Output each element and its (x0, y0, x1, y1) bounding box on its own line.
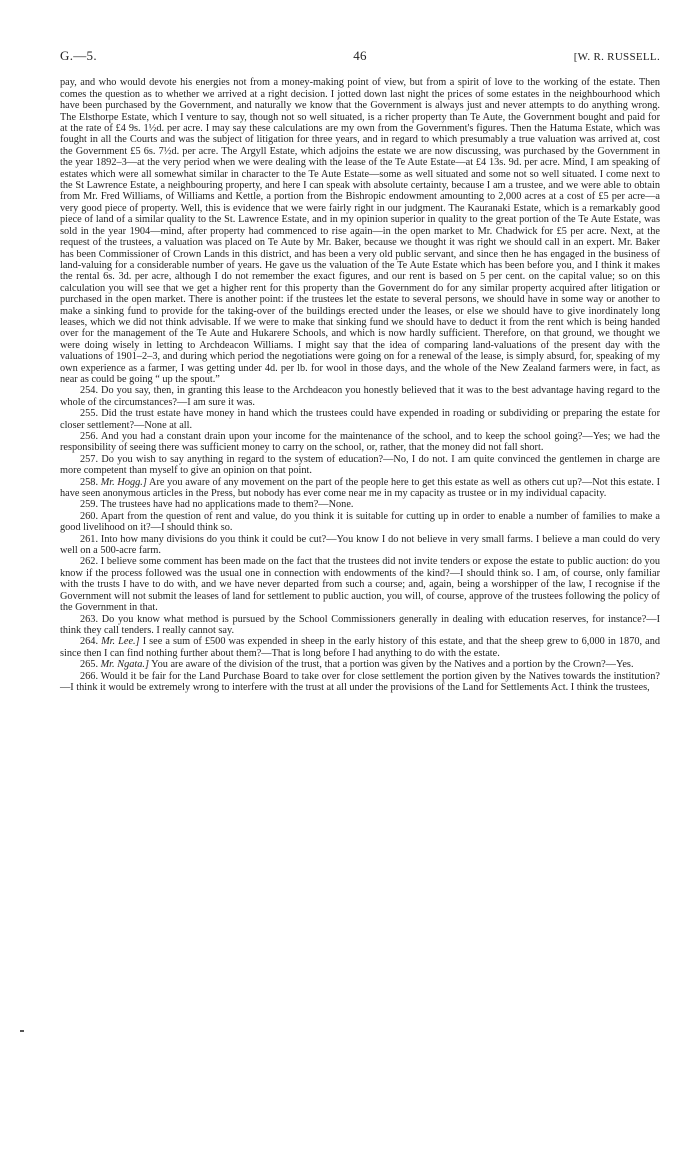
question-number: 259. (80, 499, 99, 511)
speaker-name: Mr. Ngata.] (100, 659, 149, 671)
question-number: 264. (80, 636, 99, 648)
question-paragraph (60, 511, 660, 534)
question-number: 261. (80, 533, 99, 545)
question-paragraph (60, 534, 660, 557)
paragraph-text: pay, and who would devote his energies not from a money-making point of view, but from a spirit of love to the working of the estate. Then comes the question as to whether we arrived at a right decision. I jotted down last night the prices of some estates in the neighbourhood which have been purchased by the Government, and naturally we know that the Government is always just and never attempts to do anything wrong. The Elsthorpe Estate, which I venture to say, though not so well situated, is a richer property than Te Aute, the Government bought and paid for at the rate of £4 9s. 1½d. per acre. I may say these calculations are my own from the Government's figures. Then the Hatuma Estate, which was fought in all the Courts and was the subject of litigation for three years, and in regard to which presumably a true valuation was arrived at, cost the Government £5 6s. 7½d. per acre. The Argyll Estate, which adjoins the estate we are now discussing, was purchased by the Government in the year 1892–3—at the very period when we were dealing with the lease of the Te Aute Estate—at £4 13s. 9d. per acre. Mind, I am speaking of estates which were all somewhat similar in character to the Te Aute Estate—some as well situated and some not so well situated. I come next to the St Lawrence Estate, a neighbouring property, and here I can speak with absolute certainty, because I am a trustee, and we were able to obtain from Mr. Fred Williams, of Williams and Kettle, a portion from the Bishropic endowment amounting to 2,000 acres at a cost of £5 per acre—a very good piece of property. Well, this is evidence that we were fairly right in our judgment. The Kauranaki Estate, which is a remarkably good piece of land of a similar quality to the St. Lawrence Estate, and in my opinion superior in quality to the great portion of the Te Aute Estate, was sold in the year 1904—mind, after property had commenced to rise again—in the open market to Mr. Chadwick for £5 per acre. Next, at the request of the trustees, a valuation was placed on Te Aute by Mr. Baker, because we thought it was right we should call in an expert. Mr. Baker has been Commissioner of Crown Lands in this district, and has been a very old public servant, and since then he has engaged in the business of land-valuing for a considerable number of years. He gave us the valuation of the Te Aute Estate which has been before you, and I think it makes the rental 6s. 3d. per acre, although I do not remember the exact figures, and our rent is based on 5 per cent. on the capital value; so on this calculation you will see that we get a higher rent for this property than the Government do for any similar property acquired after litigation or purchased in the open market. There is another point: if the trustees let the estate to several persons, we should have in some way or another to make a sinking fund to provide for the taking-over of the buildings erected under the leases, or else we should have to give inordinately long leases, which we did not think advisable. If we were to make that sinking fund we should have to deduct it from the rent which is being handed over for the management of the Te Aute and Hukarere Schools, and which is now hardly sufficient. Therefore, on that ground, we thought we were doing wisely in letting to Archdeacon Williams. I might say that the idea of comparing land-valuations of the present day with the valuations of 1901–2–3, and during which period the negotiations were going on for a renewal of the lease, is simply absurd, for, speaking of my own experience as a farmer, I was getting under 4d. per lb. for wool in those days, and the whole of the New Zealand farmers were, in fact, as near as could be going “ up the spout.” (60, 77, 660, 385)
question-number: 262. (80, 556, 99, 568)
question-number: 254. (80, 385, 99, 397)
paragraph-text: Do you say, then, in granting this lease to the Archdeacon you honestly believed that it was to the best advantage having regard to the whole of the circumstances?—I am sure it was. (60, 385, 661, 408)
document-page (60, 50, 660, 693)
question-number: 265. (80, 659, 99, 671)
paragraph-text: Do you know what method is pursued by the School Commissioners generally in dealing with education reserves, for instance?—I think they call tenders. I really cannot say. (60, 613, 660, 636)
question-number: 266. (80, 670, 99, 682)
paragraph-text: You are aware of the division of the trust, that a portion was given by the Natives and a portion by the Crown?—Yes. (151, 659, 634, 671)
paragraph-text: The trustees have had no applications made to them?—None. (100, 499, 354, 511)
question-number: 255. (80, 408, 99, 420)
question-paragraph (60, 431, 660, 454)
question-paragraph (60, 636, 660, 659)
question-paragraph (60, 499, 660, 510)
speaker-name: Mr. Lee.] (101, 636, 140, 648)
question-number: 258. (80, 476, 99, 488)
question-paragraph (60, 477, 660, 500)
document-body (60, 77, 660, 693)
paragraph-text: Would it be fair for the Land Purchase Board to take over for close settlement the portion given by the Natives towards the institution?—I think it would be extremely wrong to interfere with the trust at all under the provisions of the Land for Settlements Act. I think the trustees, (60, 670, 661, 693)
continued-paragraph (60, 77, 660, 385)
question-paragraph (60, 454, 660, 477)
paragraph-text: Are you aware of any movement on the part of the people here to get this estate as well as others cut up?—Not this estate. I have seen anonymous articles in the Press, but nobody has ever come near me in my capacity as trustee or in my individual capacity. (60, 476, 661, 500)
question-number: 256. (80, 431, 99, 442)
paragraph-text: Into how many divisions do you think it could be cut?—You know I do not believe in very small farms. I believe a man could do very well on a 500-acre farm. (60, 533, 660, 557)
witness-name: [W. R. RUSSELL. (573, 51, 660, 63)
margin-mark (20, 1030, 24, 1032)
question-number: 257. (80, 453, 99, 465)
question-paragraph (60, 556, 660, 613)
question-paragraph (60, 614, 660, 637)
paragraph-text: Do you wish to say anything in regard to the system of education?—No, I do not. I am quite convinced the gentlemen in charge are more competent than myself to give an opinion on that point. (60, 453, 661, 477)
question-paragraph (60, 385, 660, 408)
question-paragraph (60, 659, 660, 670)
question-paragraph (60, 408, 660, 431)
question-paragraph (60, 671, 660, 694)
paragraph-text: I believe some comment has been made on the fact that the trustees did not invite tenders or expose the estate to public auction: do you know if the process followed was the usual one in connection with endowments of the kind?—I should think so. I am, of course, only familiar with the trusts I have to do with, and we have never departed from such a course; and, again, being a worshipper of the law, I recognise if the Government will not submit the leases of land for settlement to public auction, you will, of course, approve of the trustees following the policy of the Government in that. (60, 556, 660, 614)
question-number: 260. (80, 510, 99, 522)
paragraph-text: Did the trust estate have money in hand which the trustees could have expended in roading or subdividing or preparing the estate for closer settlement?—None at all. (60, 408, 660, 431)
paragraph-text: Apart from the question of rent and value, do you think it is suitable for cutting up in order to enable a number of families to make a good livelihood on it?—I should think so. (60, 510, 660, 534)
document-reference: G.—5. (60, 48, 97, 63)
paragraph-text: And you had a constant drain upon your income for the maintenance of the school, and to keep the school going?—Yes; we had the responsibility of seeing there was sufficient money to carry on the school, or, rather, that the money did not fall short. (60, 431, 660, 454)
speaker-name: Mr. Hogg.] (100, 476, 147, 488)
question-number: 263. (80, 613, 99, 625)
page-header (60, 50, 660, 63)
paragraph-text: I see a sum of £500 was expended in sheep in the early history of this estate, and that the sheep grew to 6,000 in 1870, and since then I can find nothing further about them?—That is long before I had anything to do with the estate. (60, 636, 660, 659)
page-number: 46 (353, 48, 367, 63)
